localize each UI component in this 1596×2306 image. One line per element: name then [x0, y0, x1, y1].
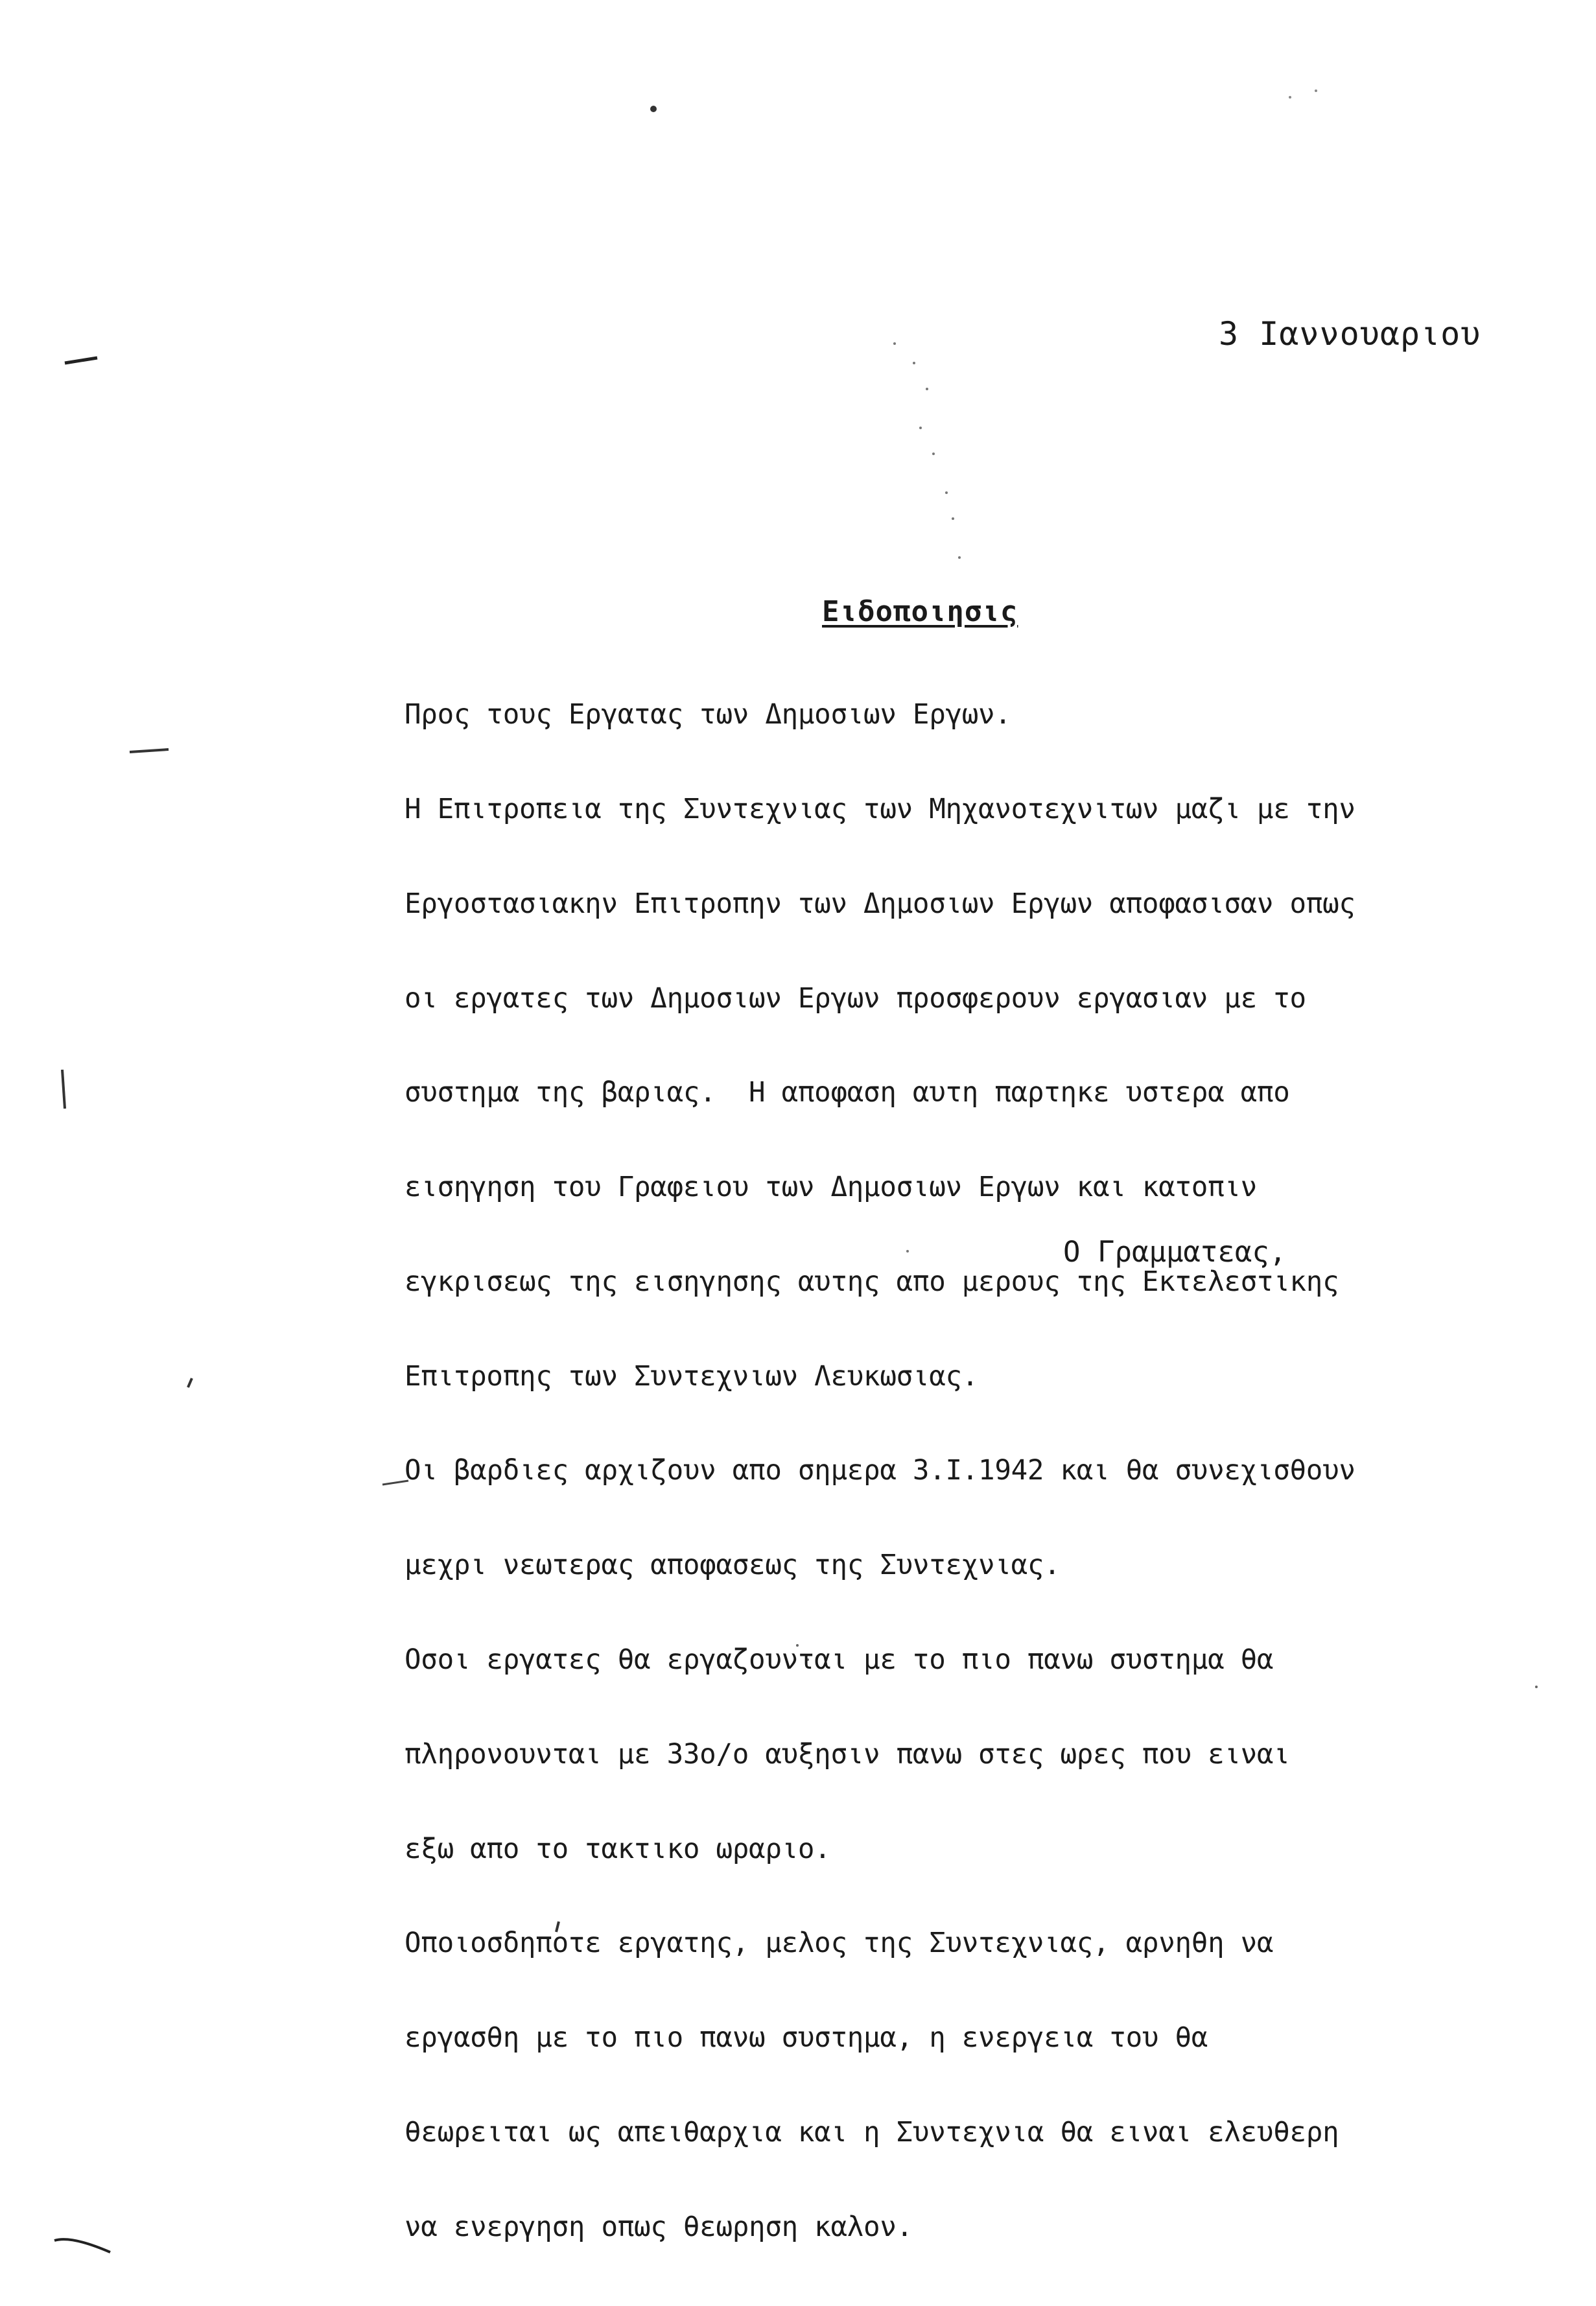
signature-line: Ο Γραμματεας,: [1063, 1236, 1287, 1269]
body-line: συστημα της βαριας. Η αποφαση αυτη παρτηκε υστερα απο: [405, 1077, 1290, 1109]
body-line: εργασθη με το πιο πανω συστημα, η ενεργεια του θα: [405, 2022, 1208, 2054]
document-body: [405, 637, 1565, 2306]
body-line: πληρονουνται με 33ο/ο αυξησιν πανω στες ωρες που ειναι: [405, 1738, 1290, 1771]
document-date: 3 Ιαννουαριου: [1219, 315, 1481, 353]
body-line: μεχρι νεωτερας αποφασεως της Συντεχνιας.: [405, 1549, 1061, 1582]
body-line: Οσοι εργατες θα εργαζουνται με το πιο πανω συστημα θα: [405, 1644, 1274, 1676]
body-line: εξω απο το τακτικο ωραριο.: [405, 1833, 831, 1865]
document-title: Ειδοποιησις: [822, 595, 1018, 628]
body-line: εισηγηση του Γραφειου των Δημοσιων Εργων και κατοπιν: [405, 1171, 1257, 1204]
body-line: Επιτροπης των Συντεχνιων Λευκωσιας.: [405, 1360, 979, 1393]
body-line: εγκρισεως της εισηγησης αυτης απο μερους της Εκτελεστικης: [405, 1265, 1339, 1298]
body-line: Η Επιτροπεια της Συντεχνιας των Μηχανοτεχνιτων μαζι με την: [405, 793, 1355, 825]
body-line: Οι βαρδιες αρχιζουν απο σημερα 3.I.1942 και θα συνεχισθουν: [405, 1455, 1355, 1487]
body-line: να ενεργηση οπως θεωρηση καλον.: [405, 2211, 913, 2243]
body-line: οι εργατες των Δημοσιων Εργων προσφερουν εργασιαν με το: [405, 982, 1306, 1015]
body-line: Εργοστασιακην Επιτροπην των Δημοσιων Εργων αποφασισαν οπως: [405, 888, 1355, 920]
body-line: Προς τους Εργατας των Δημοσιων Εργων.: [405, 699, 1011, 731]
body-line: θεωρειται ως απειθαρχια και η Συντεχνια θα ειναι ελευθερη: [405, 2116, 1339, 2148]
body-line: Οποιοσδηποτε εργατης, μελος της Συντεχνιας, αρνηθη να: [405, 1927, 1274, 1960]
